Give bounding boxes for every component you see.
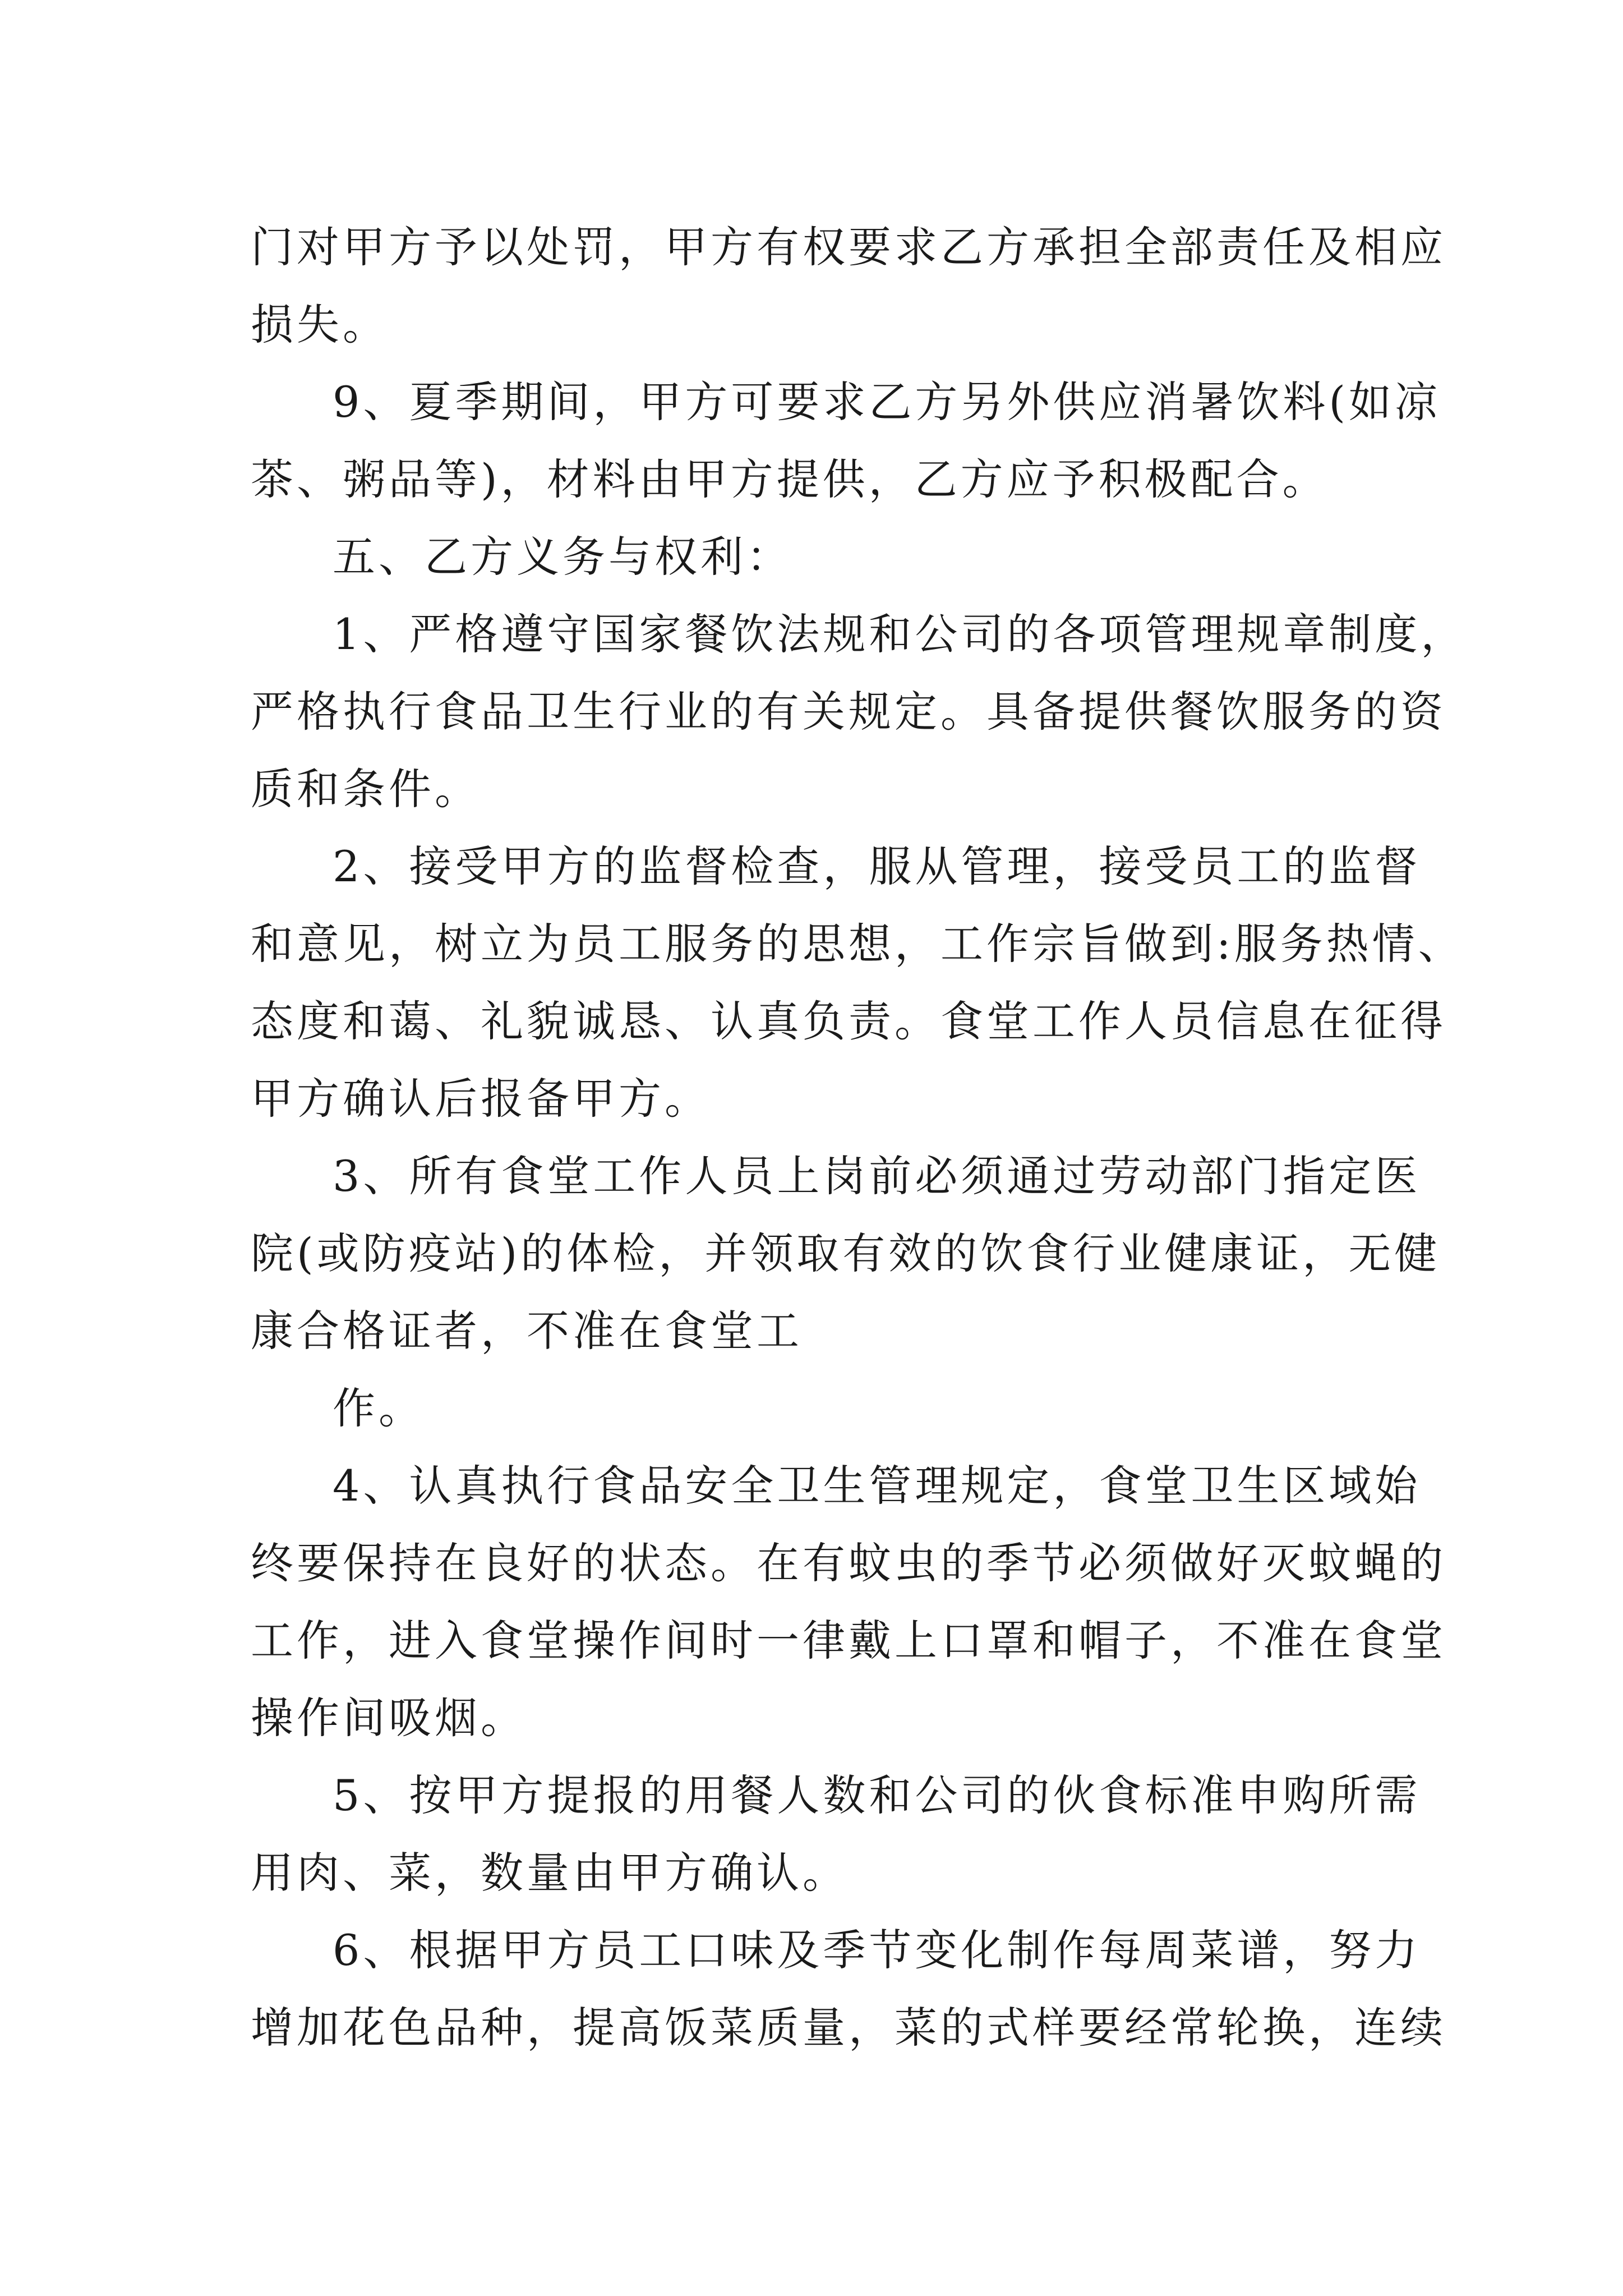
text-line: 3、所有食堂工作人员上岗前必须通过劳动部门指定医 <box>333 1151 1421 1201</box>
text-line: 1、严格遵守国家餐饮法规和公司的各项管理规章制度， <box>333 609 1467 659</box>
text-line: 作。 <box>333 1383 425 1433</box>
text-line: 态度和蔼、礼貌诚恳、认真负责。食堂工作人员信息在征得 <box>251 996 1446 1046</box>
text-line: 严格执行食品卫生行业的有关规定。具备提供餐饮服务的资 <box>251 687 1446 737</box>
text-line: 2、接受甲方的监督检查，服从管理，接受员工的监督 <box>333 841 1421 891</box>
text-line: 康合格证者，不准在食堂工 <box>251 1306 803 1356</box>
text-line: 工作，进入食堂操作间时一律戴上口罩和帽子，不准在食堂 <box>251 1616 1446 1665</box>
text-line: 操作间吸烟。 <box>251 1693 527 1743</box>
text-line: 9、夏季期间，甲方可要求乙方另外供应消暑饮料(如凉 <box>333 377 1441 427</box>
text-line: 6、根据甲方员工口味及季节变化制作每周菜谱，努力 <box>333 1925 1421 1975</box>
text-line: 和意见，树立为员工服务的思想，工作宗旨做到:服务热情、 <box>251 919 1464 969</box>
document-body <box>251 209 1467 2067</box>
text-line: 用肉、菜，数量由甲方确认。 <box>251 1848 849 1898</box>
text-line: 损失。 <box>251 300 389 349</box>
text-line: 院(或防疫站)的体检，并领取有效的饮食行业健康证，无健 <box>251 1228 1441 1278</box>
text-line: 甲方确认后报备甲方。 <box>251 1074 711 1124</box>
text-line: 5、按甲方提报的用餐人数和公司的伙食标准申购所需 <box>333 1770 1421 1820</box>
text-line: 茶、粥品等)，材料由甲方提供，乙方应予积极配合。 <box>251 454 1329 504</box>
text-line: 五、乙方义务与权利： <box>333 532 792 582</box>
text-line: 门对甲方予以处罚，甲方有权要求乙方承担全部责任及相应 <box>251 222 1446 272</box>
text-line: 质和条件。 <box>251 764 481 814</box>
text-line: 4、认真执行食品安全卫生管理规定，食堂卫生区域始 <box>333 1461 1421 1511</box>
text-line: 终要保持在良好的状态。在有蚊虫的季节必须做好灭蚊蝇的 <box>251 1538 1446 1588</box>
text-line: 增加花色品种，提高饭菜质量，菜的式样要经常轮换，连续 <box>251 2003 1446 2053</box>
